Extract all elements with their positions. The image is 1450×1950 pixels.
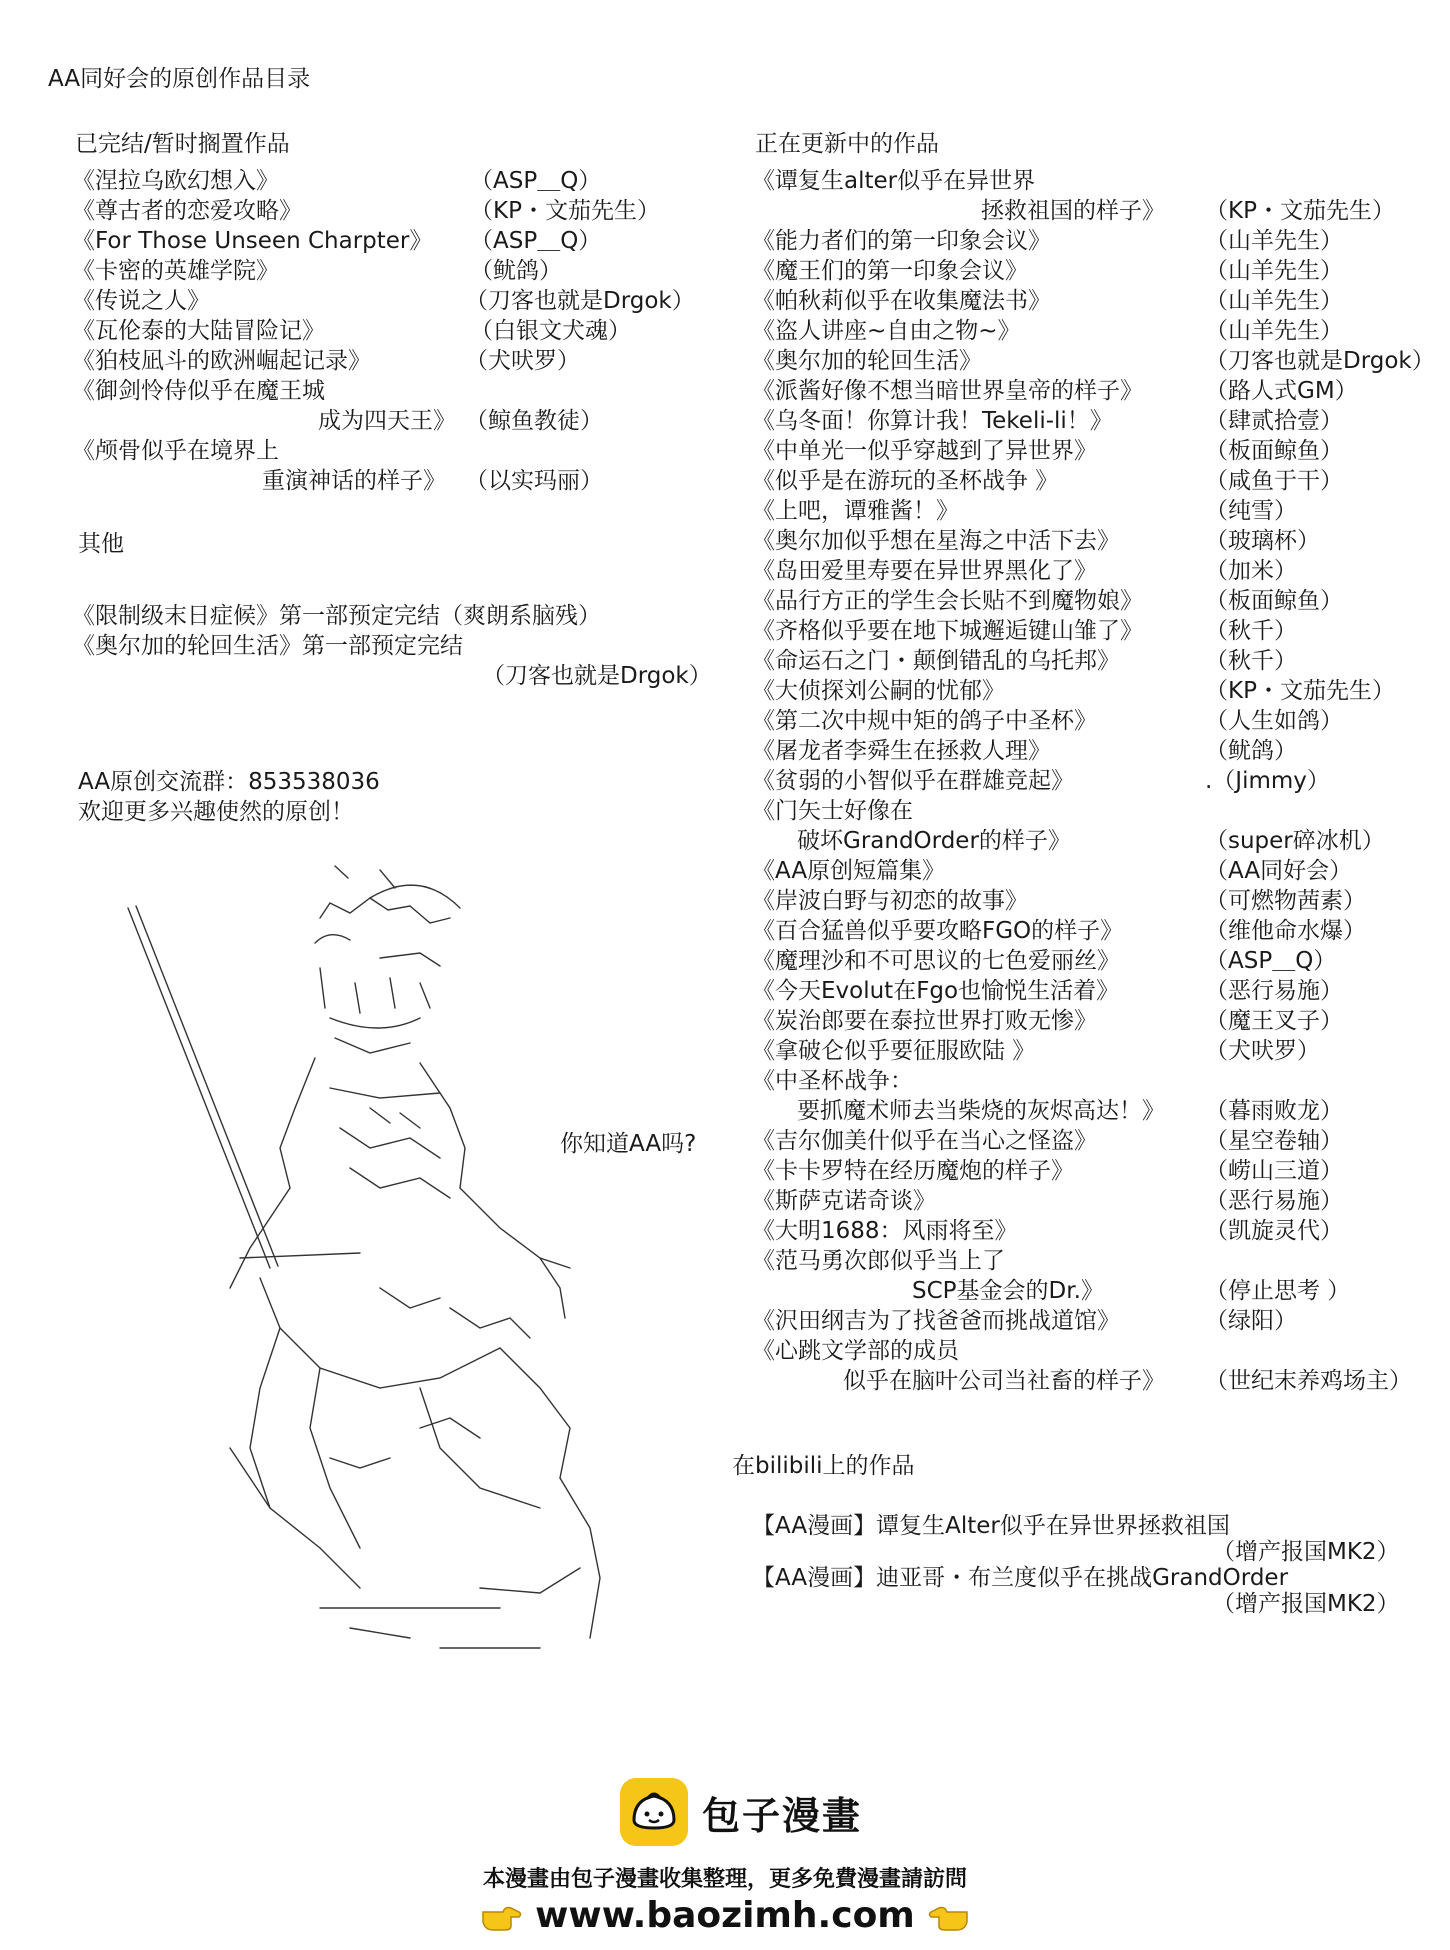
updating-work: 《门矢士好像在 bbox=[752, 798, 913, 824]
updating-work: 《魔王们的第一印象会议》 bbox=[752, 258, 1028, 284]
bilibili-section-title: 在bilibili上的作品 bbox=[732, 1453, 915, 1479]
finished-work: 《传说之人》 bbox=[72, 288, 210, 314]
updating-work-cont: 破坏GrandOrder的样子》 bbox=[797, 828, 1071, 854]
welcome-line: 欢迎更多兴趣使然的原创！ bbox=[78, 799, 354, 825]
updating-work: 《拿破仑似乎要征服欧陆 》 bbox=[752, 1038, 1036, 1064]
brand-logo[interactable] bbox=[620, 1778, 862, 1846]
updating-work: 《吉尔伽美什似乎在当心之怪盗》 bbox=[752, 1128, 1097, 1154]
updating-work: 《奥尔加似乎想在星海之中活下去》 bbox=[752, 528, 1120, 554]
updating-work-cont: 似乎在脑叶公司当社畜的样子》 bbox=[843, 1368, 1165, 1394]
updating-author: （KP・文茄先生） bbox=[1205, 198, 1395, 224]
finished-work-cont: 成为四天王》 bbox=[318, 408, 456, 434]
updating-author: （板面鲸鱼） bbox=[1205, 588, 1343, 614]
updating-work: 《沢田纲吉为了找爸爸而挑战道馆》 bbox=[752, 1308, 1120, 1334]
updating-work: 《心跳文学部的成员 bbox=[752, 1338, 959, 1364]
updating-author: （路人式GM） bbox=[1205, 378, 1358, 404]
updating-work: 《AA原创短篇集》 bbox=[752, 858, 946, 884]
updating-work: 《岸波白野与初恋的故事》 bbox=[752, 888, 1028, 914]
updating-work: 《盗人讲座~自由之物~》 bbox=[752, 318, 1021, 344]
pointing-left-hand-icon bbox=[927, 1902, 969, 1932]
updating-work-cont: 拯救祖国的样子》 bbox=[981, 198, 1165, 224]
updating-author: （AA同好会） bbox=[1205, 858, 1353, 884]
finished-author: （白银文犬魂） bbox=[470, 318, 631, 344]
updating-work-cont: SCP基金会的Dr.》 bbox=[912, 1278, 1104, 1304]
updating-author: （恶行易施） bbox=[1205, 1188, 1343, 1214]
group-line: AA原创交流群：853538036 bbox=[78, 769, 380, 795]
updating-work: 《魔理沙和不可思议的七色爱丽丝》 bbox=[752, 948, 1120, 974]
updating-work: 《中圣杯战争： bbox=[752, 1068, 913, 1094]
updating-author: （星空卷轴） bbox=[1205, 1128, 1343, 1154]
updating-author: （魔王叉子） bbox=[1205, 1008, 1343, 1034]
updating-author: （可燃物茜素） bbox=[1205, 888, 1366, 914]
finished-author: （ASP＿Q） bbox=[470, 168, 602, 194]
updating-work: 《乌冬面！你算计我！Tekeli-li！》 bbox=[752, 408, 1113, 434]
updating-author: （加米） bbox=[1205, 558, 1297, 584]
updating-author: （KP・文茄先生） bbox=[1205, 678, 1395, 704]
updating-work-cont: 要抓魔术师去当柴烧的灰烬高达！》 bbox=[797, 1098, 1165, 1124]
updating-author: （人生如鸽） bbox=[1205, 708, 1343, 734]
updating-author: .（Jimmy） bbox=[1205, 768, 1330, 794]
updating-work: 《中单光一似乎穿越到了异世界》 bbox=[752, 438, 1097, 464]
updating-work: 《奥尔加的轮回生活》 bbox=[752, 348, 982, 374]
other-item: 《限制级末日症候》第一部预定完结（爽朗系脑残） bbox=[72, 603, 601, 629]
updating-author: （世纪末养鸡场主） bbox=[1205, 1368, 1412, 1394]
updating-author: （停止思考 ） bbox=[1205, 1278, 1351, 1304]
updating-work: 《屠龙者李舜生在拯救人理》 bbox=[752, 738, 1051, 764]
updating-work: 《范马勇次郎似乎当上了 bbox=[752, 1248, 1005, 1274]
updating-work: 《卡卡罗特在经历魔炮的样子》 bbox=[752, 1158, 1074, 1184]
finished-work: 《涅拉乌欧幻想入》 bbox=[72, 168, 279, 194]
updating-author: （恶行易施） bbox=[1205, 978, 1343, 1004]
updating-author: （秋千） bbox=[1205, 648, 1297, 674]
updating-work: 《命运石之门・颠倒错乱的乌托邦》 bbox=[752, 648, 1120, 674]
bilibili-work: 【AA漫画】谭复生Alter似乎在异世界拯救祖国 bbox=[752, 1513, 1230, 1539]
updating-work: 《岛田爱里寿要在异世界黑化了》 bbox=[752, 558, 1097, 584]
finished-author: （鲸鱼教徒） bbox=[465, 408, 603, 434]
updating-work: 《大明1688：风雨将至》 bbox=[752, 1218, 1018, 1244]
finished-work: 《瓦伦泰的大陆冒险记》 bbox=[72, 318, 325, 344]
finished-work: 《For Those Unseen Charpter》 bbox=[72, 228, 433, 254]
finished-section-title: 已完结/暂时搁置作品 bbox=[75, 131, 290, 157]
other-section-title: 其他 bbox=[78, 531, 124, 557]
finished-author: （KP・文茄先生） bbox=[470, 198, 660, 224]
finished-work: 《御剑怜侍似乎在魔王城 bbox=[72, 378, 325, 404]
updating-work: 《今天Evolut在Fgo也愉悦生活着》 bbox=[752, 978, 1120, 1004]
updating-work: 《大侦探刘公嗣的忧郁》 bbox=[752, 678, 1005, 704]
finished-work: 《狛枝凪斗的欧洲崛起记录》 bbox=[72, 348, 371, 374]
brand-name: 包子漫畫 bbox=[702, 1793, 863, 1838]
footer-url[interactable]: www.baozimh.com bbox=[535, 1895, 915, 1936]
updating-author: （super碎冰机） bbox=[1205, 828, 1385, 854]
bun-icon bbox=[620, 1778, 688, 1846]
updating-author: （维他命水爆） bbox=[1205, 918, 1366, 944]
footer-url-row[interactable] bbox=[0, 1895, 1450, 1936]
updating-work: 《齐格似乎要在地下城邂逅键山雏了》 bbox=[752, 618, 1143, 644]
updating-work: 《炭治郎要在泰拉世界打败无惨》 bbox=[752, 1008, 1097, 1034]
updating-work: 《第二次中规中矩的鸽子中圣杯》 bbox=[752, 708, 1097, 734]
updating-section-title: 正在更新中的作品 bbox=[755, 131, 939, 157]
updating-author: （崂山三道） bbox=[1205, 1158, 1343, 1184]
updating-work: 《派酱好像不想当暗世界皇帝的样子》 bbox=[752, 378, 1143, 404]
updating-author: （肆贰拾壹） bbox=[1205, 408, 1343, 434]
updating-author: （鱿鸽） bbox=[1205, 738, 1297, 764]
updating-author: （纯雪） bbox=[1205, 498, 1297, 524]
finished-author: （刀客也就是Drgok） bbox=[465, 288, 695, 314]
updating-work: 《能力者们的第一印象会议》 bbox=[752, 228, 1051, 254]
finished-work: 《颅骨似乎在境界上 bbox=[72, 438, 279, 464]
question-text: 你知道AA吗? bbox=[560, 1131, 697, 1157]
finished-work: 《尊古者的恋爱攻略》 bbox=[72, 198, 302, 224]
updating-work: 《上吧，谭雅酱！》 bbox=[752, 498, 959, 524]
bilibili-author: （增产报国MK2） bbox=[1212, 1539, 1400, 1565]
updating-author: （板面鲸鱼） bbox=[1205, 438, 1343, 464]
ascii-art-figure bbox=[120, 848, 680, 1668]
other-item: 《奥尔加的轮回生活》第一部预定完结 bbox=[72, 633, 463, 659]
updating-author: （ASP＿Q） bbox=[1205, 948, 1337, 974]
other-item-author: （刀客也就是Drgok） bbox=[482, 663, 712, 689]
finished-work-cont: 重演神话的样子》 bbox=[262, 468, 446, 494]
bilibili-work: 【AA漫画】迪亚哥・布兰度似乎在挑战GrandOrder bbox=[752, 1565, 1289, 1591]
updating-author: （刀客也就是Drgok） bbox=[1205, 348, 1435, 374]
updating-author: （犬吠罗） bbox=[1205, 1038, 1320, 1064]
updating-work: 《品行方正的学生会长贴不到魔物娘》 bbox=[752, 588, 1143, 614]
finished-author: （犬吠罗） bbox=[465, 348, 580, 374]
updating-author: （绿阳） bbox=[1205, 1308, 1297, 1334]
finished-author: （鱿鸽） bbox=[470, 258, 562, 284]
finished-work: 《卡密的英雄学院》 bbox=[72, 258, 279, 284]
updating-author: （山羊先生） bbox=[1205, 258, 1343, 284]
updating-work: 《斯萨克诺奇谈》 bbox=[752, 1188, 936, 1214]
updating-work: 《帕秋莉似乎在收集魔法书》 bbox=[752, 288, 1051, 314]
updating-author: （山羊先生） bbox=[1205, 228, 1343, 254]
updating-work: 《百合猛兽似乎要攻略FGO的样子》 bbox=[752, 918, 1124, 944]
updating-author: （山羊先生） bbox=[1205, 318, 1343, 344]
updating-work: 《谭复生alter似乎在异世界 bbox=[752, 168, 1036, 194]
bilibili-author: （增产报国MK2） bbox=[1212, 1591, 1400, 1617]
page-title: AA同好会的原创作品目录 bbox=[48, 66, 311, 92]
finished-author: （ASP＿Q） bbox=[470, 228, 602, 254]
updating-author: （暮雨败龙） bbox=[1205, 1098, 1343, 1124]
footer-note: 本漫畫由包子漫畫收集整理，更多免費漫畫請訪問 bbox=[482, 1867, 967, 1892]
finished-author: （以实玛丽） bbox=[465, 468, 603, 494]
updating-work: 《似乎是在游玩的圣杯战争 》 bbox=[752, 468, 1059, 494]
updating-author: （咸鱼于干） bbox=[1205, 468, 1343, 494]
pointing-right-hand-icon bbox=[481, 1902, 523, 1932]
updating-author: （玻璃杯） bbox=[1205, 528, 1320, 554]
updating-work: 《贫弱的小智似乎在群雄竞起》 bbox=[752, 768, 1074, 794]
updating-author: （山羊先生） bbox=[1205, 288, 1343, 314]
updating-author: （秋千） bbox=[1205, 618, 1297, 644]
updating-author: （凯旋灵代） bbox=[1205, 1218, 1343, 1244]
